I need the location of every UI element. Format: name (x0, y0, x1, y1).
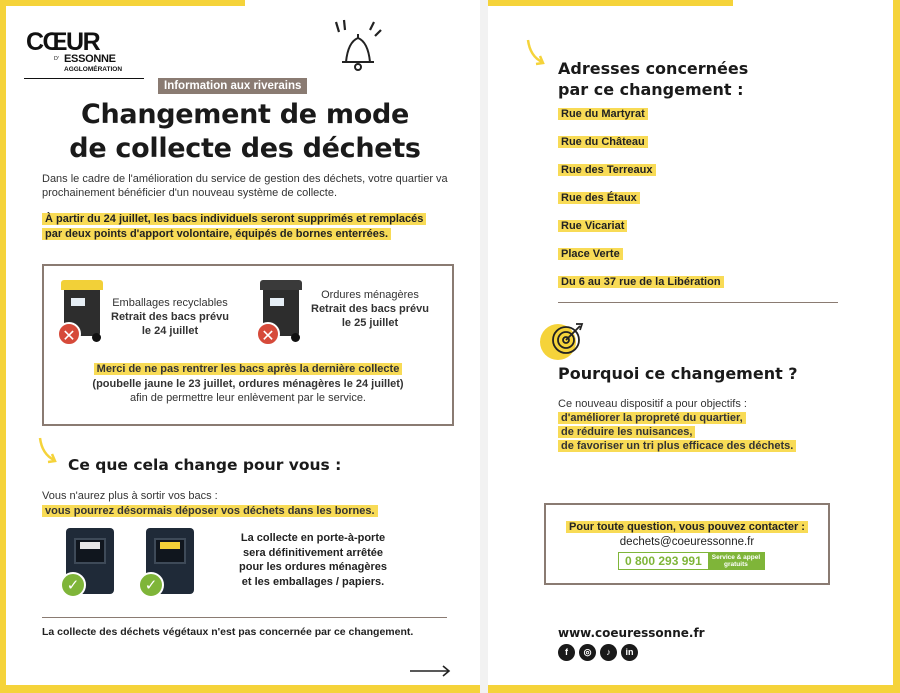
bin-lid (61, 280, 103, 290)
box-message-purpose: afin de permettre leur enlèvement par le service. (129, 392, 366, 404)
bin-label (270, 298, 284, 306)
changes-intro (42, 489, 462, 519)
street-item (558, 108, 648, 120)
street-name: Rue du Château (558, 136, 648, 148)
street-name: Du 6 au 37 rue de la Libération (558, 276, 724, 288)
logo-agglo-text: AGGLOMÉRATION (64, 66, 123, 73)
box-message-highlight: Merci de ne pas rentrer les bacs après la dernière collecte (94, 363, 403, 375)
street-item (558, 192, 640, 204)
linkedin-icon[interactable]: in (621, 644, 638, 661)
bin-plate (80, 542, 100, 549)
bin-removal: Retrait des bacs prévu (111, 311, 229, 323)
collection-line-4: et les emballages / papiers. (241, 575, 385, 588)
phone-free-tag (708, 553, 764, 569)
date-notice-line-2: par deux points d'apport volontaire, équipés de bornes enterrées. (42, 228, 391, 240)
bin-removal-date: le 24 juillet (141, 325, 199, 337)
social-links (558, 644, 638, 661)
street-name: Rue des Étaux (558, 192, 640, 204)
instagram-icon[interactable]: ◎ (579, 644, 596, 661)
why-intro: Ce nouveau dispositif a pour objectifs : (558, 398, 747, 410)
contact-email-link[interactable]: dechets@coeuressonne.fr (619, 536, 755, 548)
next-page-arrow-icon[interactable] (410, 664, 452, 678)
facebook-icon[interactable]: f (558, 644, 575, 661)
bin-category: Emballages recyclables (112, 297, 228, 309)
yellow-border-right (893, 0, 900, 693)
bin-lid (260, 280, 302, 290)
street-item (558, 220, 627, 232)
logo-sub-text: ESSONNE (64, 53, 116, 65)
addresses-title-line-1: Adresses concernées (558, 59, 749, 78)
bin-removal-date: le 25 juillet (341, 317, 399, 329)
why-goal: de réduire les nuisances, (558, 426, 695, 438)
curved-arrow-icon (36, 436, 60, 466)
bin-label (71, 298, 85, 306)
bin-category: Ordures ménagères (321, 289, 419, 301)
bin-wheel (291, 333, 300, 342)
changes-title: Ce que cela change pour vous : (68, 456, 342, 474)
divider (558, 302, 838, 303)
changes-line-1: Vous n'aurez plus à sortir vos bacs : (42, 490, 218, 502)
coeur-essonne-logo (24, 20, 124, 82)
right-page (488, 0, 900, 693)
street-item (558, 164, 656, 176)
street-name: Rue Vicariat (558, 220, 627, 232)
yellow-border-bottom (0, 685, 480, 693)
page-gutter (480, 0, 488, 693)
target-icon (540, 318, 584, 362)
street-name: Rue du Martyrat (558, 108, 648, 120)
check-icon: ✓ (138, 572, 164, 598)
phone-tag-line-1: Service & appel (711, 554, 761, 561)
contact-question: Pour toute question, vous pouvez contacter : (566, 521, 808, 533)
phone-tag-line-2: gratuits (724, 561, 748, 568)
green-waste-note: La collecte des déchets végétaux n'est pas concernée par ce changement. (42, 626, 414, 638)
cross-icon: ✕ (256, 322, 280, 346)
contact-box (544, 503, 830, 585)
phone-number: 0 800 293 991 (625, 554, 702, 568)
bin-removal-box (42, 264, 454, 426)
bin-removal: Retrait des bacs prévu (311, 303, 429, 315)
date-notice-line-1: À partir du 24 juillet, les bacs individuels seront supprimés et remplacés (42, 213, 426, 225)
box-message (44, 362, 452, 406)
box-message-dates: (poubelle jaune le 23 juillet, ordures ménagères le 24 juillet) (92, 377, 404, 390)
divider (42, 617, 447, 618)
bin-plate (160, 542, 180, 549)
tiktok-icon[interactable]: ♪ (600, 644, 617, 661)
collection-line-2: sera définitivement arrêtée (242, 546, 383, 559)
bell-alert-icon (330, 18, 386, 76)
intro-text: Dans le cadre de l'amélioration du service de gestion des déchets, votre quartier va prochainement bénéficier d'un nouveau système de collecte. (42, 173, 448, 199)
why-title: Pourquoi ce changement ? (558, 364, 798, 383)
bin-caption-household (304, 288, 436, 330)
street-item (558, 248, 623, 260)
curved-arrow-icon (524, 38, 548, 68)
page-title (30, 98, 460, 166)
changes-line-2: vous pourrez désormais déposer vos déchets dans les bornes. (42, 505, 378, 517)
cross-icon: ✕ (57, 322, 81, 346)
bin-wheel (92, 333, 101, 342)
bin-caption-recyclables (106, 296, 234, 338)
why-goal: de favoriser un tri plus efficace des déchets. (558, 440, 796, 452)
street-name: Place Verte (558, 248, 623, 260)
contact-phone[interactable] (618, 552, 765, 570)
why-text (558, 397, 868, 453)
info-badge: Information aux riverains (158, 78, 307, 94)
addresses-title (558, 58, 748, 100)
website-link[interactable]: www.coeuressonne.fr (558, 626, 705, 640)
check-icon: ✓ (60, 572, 86, 598)
street-item (558, 276, 724, 288)
date-notice (42, 212, 462, 242)
title-line-2: de collecte des déchets (69, 133, 421, 164)
why-goal: d'améliorer la propreté du quartier, (558, 412, 746, 424)
collection-line-1: La collecte en porte-à-porte (240, 532, 386, 544)
street-item (558, 136, 648, 148)
yellow-border-top (488, 0, 733, 6)
yellow-border-bottom (488, 685, 900, 693)
logo-d-text: D' (54, 56, 60, 62)
addresses-title-line-2: par ce changement : (558, 80, 744, 99)
yellow-border-top (0, 0, 245, 6)
collection-stop-text (226, 531, 400, 589)
street-name: Rue des Terreaux (558, 164, 656, 176)
title-line-1: Changement de mode (80, 99, 410, 130)
logo-underline (24, 78, 144, 79)
logo-main-text: CŒUR (26, 28, 100, 56)
collection-line-3: pour les ordures ménagères (239, 561, 387, 573)
yellow-border-left (0, 0, 6, 693)
